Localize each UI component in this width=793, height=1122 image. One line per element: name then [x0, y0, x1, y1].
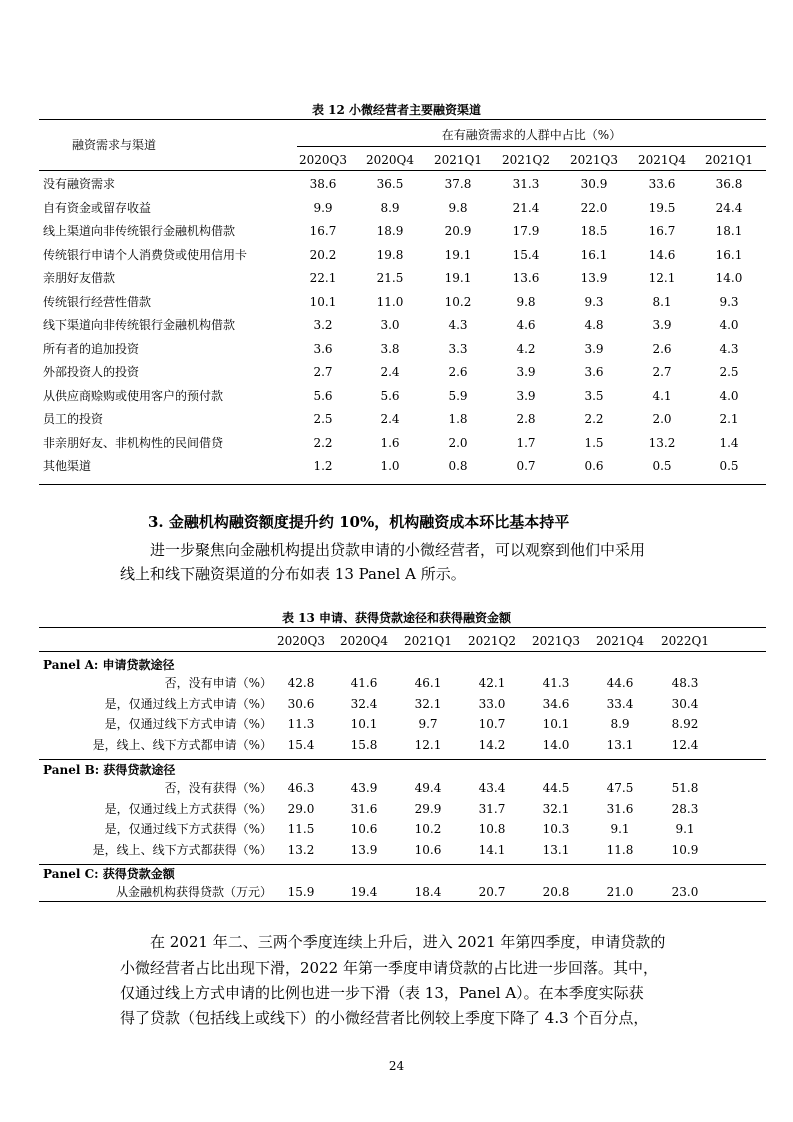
table-13-cell: 15.9 [287, 885, 315, 899]
table-12-row-label: 所有者的追加投资 [43, 341, 140, 356]
table-12-cell: 22.1 [309, 271, 337, 285]
table-12-row-label: 线下渠道向非传统银行金融机构借款 [43, 318, 236, 332]
table-12-cell: 9.8 [516, 294, 536, 309]
table-13-cell: 32.1 [542, 801, 570, 816]
table-12-cell: 20.2 [309, 247, 337, 262]
table-12-cell: 0.7 [516, 459, 536, 473]
table-12-cell: 3.9 [516, 365, 536, 379]
table-12-cell: 3.9 [584, 341, 604, 356]
table-12-cell: 2.5 [719, 365, 739, 379]
table-13-cell: 31.6 [350, 801, 378, 816]
table-12-cell: 21.4 [512, 200, 540, 215]
table-12-cell: 19.8 [376, 247, 404, 262]
table-12-cell: 2.2 [584, 412, 604, 426]
table-12-cell: 2.4 [380, 412, 400, 426]
table-13-cell: 13.1 [606, 737, 634, 752]
table-12-cell: 4.3 [719, 341, 739, 356]
table-12-cell: 10.2 [444, 294, 472, 309]
table-13-cell: 29.0 [287, 801, 315, 816]
table-13-cell: 23.0 [671, 885, 699, 899]
table-13-column-header: 2021Q2 [467, 634, 516, 648]
table-12-cell: 13.2 [648, 435, 676, 450]
table-13-column-header: 2020Q3 [276, 634, 325, 648]
table-12-cell: 38.6 [309, 177, 337, 191]
page-number: 24 [388, 1059, 405, 1073]
table-12-row-label: 亲朋好友借款 [43, 271, 116, 285]
table-13-cell: 10.6 [414, 842, 442, 857]
table-13-cell: 10.2 [414, 822, 442, 836]
table-12-cell: 21.5 [376, 271, 404, 285]
table-12-header-rule [39, 170, 766, 171]
table-12-row-label: 没有融资需求 [43, 177, 116, 191]
table-12-cell: 2.0 [652, 412, 672, 426]
table-13-cell: 11.3 [287, 717, 315, 731]
table-13-panel-title: Panel C: 获得贷款金额 [43, 867, 175, 881]
table-13-cell: 14.1 [478, 842, 506, 857]
table-12-column-header: 2021Q2 [501, 153, 550, 167]
table-12-cell: 16.7 [648, 224, 676, 238]
table-13-cell: 34.6 [542, 696, 570, 711]
table-12-cell: 4.0 [719, 318, 739, 332]
table-13-cell: 19.4 [350, 885, 378, 899]
table-13-row-label: 否，没有申请（%） [164, 676, 272, 690]
table-13-cell: 9.7 [418, 717, 438, 731]
table-13-column-header: 2021Q3 [531, 634, 580, 648]
table-12-cell: 4.1 [652, 388, 672, 403]
table-12-cell: 3.2 [313, 318, 333, 332]
table-12-cell: 16.1 [715, 247, 743, 262]
table-13-cell: 15.8 [350, 737, 378, 752]
table-13-cell: 28.3 [671, 801, 699, 816]
table-12-cell: 14.6 [648, 247, 676, 262]
table-12-cell: 15.4 [512, 247, 540, 262]
table-12-cell: 18.1 [715, 224, 743, 238]
table-13-cell: 33.0 [478, 696, 506, 711]
paragraph-line-4: 得了贷款（包括线上或线下）的小微经营者比例较上季度下降了 4.3 个百分点， [120, 1009, 649, 1027]
table-13-cell: 8.9 [610, 717, 630, 731]
table-12-column-header: 2021Q3 [569, 153, 618, 167]
table-13-row-label: 是，线上、线下方式都申请（%） [92, 737, 272, 752]
table-12-cell: 3.5 [584, 388, 604, 403]
table-12-cell: 4.8 [584, 318, 604, 332]
table-13-cell: 43.9 [350, 781, 378, 795]
table-13-cell: 41.6 [350, 676, 378, 690]
table-13-row-label: 是，仅通过线下方式申请（%） [104, 717, 272, 731]
table-12-cell: 19.5 [648, 200, 676, 215]
table-13-row-label: 是，仅通过线上方式获得（%） [104, 801, 272, 816]
table-13-cell: 11.5 [287, 822, 315, 836]
table-13-cell: 42.8 [287, 676, 315, 690]
table-13-cell: 9.1 [610, 822, 630, 836]
table-13-cell: 10.8 [478, 822, 506, 836]
table-13-title: 表 13 申请、获得贷款途径和获得融资金额 [281, 611, 512, 625]
table-12-cell: 0.5 [652, 459, 672, 473]
table-13-cell: 18.4 [414, 885, 442, 899]
table-13-cell: 10.6 [350, 822, 378, 836]
table-13-column-header: 2020Q4 [339, 634, 388, 648]
table-13-row-label: 是，仅通过线下方式获得（%） [104, 822, 272, 836]
table-13-cell: 20.7 [478, 885, 506, 899]
table-12-cell: 3.6 [313, 341, 333, 356]
table-12-cell: 9.9 [313, 200, 333, 215]
table-13-cell: 11.8 [606, 842, 634, 857]
table-12-cell: 13.6 [512, 271, 540, 285]
table-13-cell: 14.2 [478, 737, 506, 752]
table-12-row-label: 其他渠道 [43, 459, 92, 473]
table-13-panel-title: Panel A: 申请贷款途径 [43, 658, 175, 672]
table-12-cell: 0.6 [584, 459, 604, 473]
table-12-cell: 5.6 [313, 388, 333, 403]
table-12-cell: 3.8 [380, 341, 400, 356]
table-13-cell: 32.1 [414, 696, 442, 711]
section-3-line-1: 进一步聚焦向金融机构提出贷款申请的小微经营者，可以观察到他们中采用 [150, 541, 646, 559]
table-12-cell: 36.8 [715, 177, 743, 191]
table-13-cell: 31.6 [606, 801, 634, 816]
table-12-cell: 1.7 [516, 435, 536, 450]
paragraph-line-3: 仅通过线上方式申请的比例也进一步下滑（表 13，Panel A）。在本季度实际获 [120, 984, 644, 1002]
table-12-group-header: 在有融资需求的人群中占比（%） [441, 128, 622, 142]
table-13-cell: 9.1 [675, 822, 695, 836]
table-13-cell: 20.8 [542, 885, 570, 899]
table-13-cell: 32.4 [350, 696, 378, 711]
table-13-top-rule [39, 627, 766, 628]
table-12-cell: 2.7 [652, 365, 672, 379]
table-12-cell: 36.5 [376, 177, 404, 191]
table-13-row-label: 是，仅通过线上方式申请（%） [104, 696, 272, 711]
table-12-cell: 2.6 [652, 341, 672, 356]
table-12-cell: 1.5 [584, 435, 604, 450]
table-13-cell: 31.7 [478, 801, 506, 816]
table-13-cell: 30.4 [671, 696, 699, 711]
table-12-cell: 2.7 [313, 365, 333, 379]
table-13-cell: 49.4 [414, 781, 442, 795]
table-12-title: 表 12 小微经营者主要融资渠道 [311, 103, 482, 117]
table-12-row-label: 从供应商赊购或使用客户的预付款 [43, 388, 224, 403]
table-12-top-rule [39, 119, 766, 120]
table-13-column-header: 2021Q1 [403, 634, 452, 648]
table-12-cell: 13.9 [580, 271, 608, 285]
table-12-cell: 24.4 [715, 200, 743, 215]
table-13-cell: 10.1 [542, 717, 570, 731]
table-13-header-rule [39, 651, 766, 652]
table-12-cell: 1.2 [313, 459, 333, 473]
table-12-cell: 1.6 [380, 435, 400, 450]
table-12-cell: 4.2 [516, 341, 536, 356]
table-13-cell: 10.1 [350, 717, 378, 731]
table-13-cell: 8.92 [671, 717, 699, 731]
table-13-bottom-rule [39, 901, 766, 902]
table-13-panel-rule [39, 759, 766, 760]
table-12-row-label: 自有资金或留存收益 [43, 200, 152, 215]
table-12-cell: 12.1 [648, 271, 676, 285]
table-12-cell: 17.9 [512, 224, 540, 238]
table-12-cell: 16.1 [580, 247, 608, 262]
table-13-panel-title: Panel B: 获得贷款途径 [43, 763, 176, 777]
table-12-cell: 2.0 [448, 435, 468, 450]
table-12-cell: 11.0 [376, 294, 404, 309]
table-13-cell: 43.4 [478, 781, 506, 795]
table-12-cell: 2.6 [448, 365, 468, 379]
table-12-cell: 2.8 [516, 412, 536, 426]
table-12-cell: 22.0 [580, 200, 608, 215]
table-13-cell: 13.9 [350, 842, 378, 857]
table-12-column-header: 2020Q3 [298, 153, 347, 167]
table-12-cell: 19.1 [444, 271, 472, 285]
table-12-row-label: 非亲朋好友、非机构性的民间借贷 [43, 435, 224, 450]
table-13-cell: 10.3 [542, 822, 570, 836]
table-12-cell: 2.4 [380, 365, 400, 379]
table-13-cell: 12.4 [671, 737, 699, 752]
table-13-cell: 13.2 [287, 842, 315, 857]
table-13-row-label: 是，线上、线下方式都获得（%） [92, 842, 272, 857]
section-3-heading: 3. 金融机构融资额度提升约 10%，机构融资成本环比基本持平 [148, 513, 570, 531]
table-12-cell: 2.5 [313, 412, 333, 426]
table-13-cell: 51.8 [671, 781, 699, 795]
table-12-cell: 0.5 [719, 459, 739, 473]
table-13-cell: 41.3 [542, 676, 570, 690]
table-12-cell: 4.3 [448, 318, 468, 332]
table-12-cell: 9.8 [448, 200, 468, 215]
table-12-cell: 0.8 [448, 459, 468, 473]
table-12-cell: 3.9 [652, 318, 672, 332]
table-13-row-label: 从金融机构获得贷款（万元） [115, 885, 272, 899]
table-13-cell: 14.0 [542, 737, 570, 752]
table-13-cell: 44.6 [606, 676, 634, 690]
table-13-cell: 13.1 [542, 842, 570, 857]
table-12-cell: 10.1 [309, 294, 337, 309]
table-13-cell: 10.9 [671, 842, 699, 857]
table-12-cell: 19.1 [444, 247, 472, 262]
table-13-cell: 21.0 [606, 885, 634, 899]
table-12-cell: 5.9 [448, 388, 468, 403]
table-13-cell: 15.4 [287, 737, 315, 752]
table-12-cell: 9.3 [719, 294, 739, 309]
table-13-cell: 42.1 [478, 676, 506, 690]
table-12-column-header: 2021Q4 [637, 153, 686, 167]
table-12-cell: 4.6 [516, 318, 536, 332]
table-13-column-header: 2022Q1 [660, 634, 709, 648]
table-12-cell: 8.1 [652, 294, 672, 309]
table-13-column-header: 2021Q4 [595, 634, 644, 648]
table-13-cell: 10.7 [478, 717, 506, 731]
table-12-cell: 5.6 [380, 388, 400, 403]
table-12-column-header: 2020Q4 [365, 153, 414, 167]
table-12-cell: 1.8 [448, 412, 468, 426]
table-13-cell: 46.1 [414, 676, 442, 690]
table-13-cell: 30.6 [287, 696, 315, 711]
table-13-cell: 44.5 [542, 781, 570, 795]
table-12-cell: 18.5 [580, 224, 608, 238]
table-12-row-label: 员工的投资 [43, 412, 104, 426]
table-13-cell: 29.9 [414, 801, 442, 816]
table-13-row-label: 否，没有获得（%） [164, 781, 272, 795]
table-12-cell: 20.9 [444, 224, 472, 238]
section-3-line-2: 线上和线下融资渠道的分布如表 13 Panel A 所示。 [120, 565, 466, 583]
table-12-column-header: 2021Q1 [704, 153, 753, 167]
table-12-cell: 1.4 [719, 435, 739, 450]
table-12-cell: 33.6 [648, 177, 676, 191]
table-12-column-header: 2021Q1 [433, 153, 482, 167]
paragraph-line-1: 在 2021 年二、三两个季度连续上升后，进入 2021 年第四季度，申请贷款的 [150, 933, 666, 951]
table-12-cell: 3.6 [584, 365, 604, 379]
table-13-cell: 47.5 [606, 781, 634, 795]
table-12-cell: 2.2 [313, 435, 333, 450]
table-12-cell: 37.8 [444, 177, 472, 191]
table-12-cell: 3.3 [448, 341, 468, 356]
table-12-row-label: 传统银行申请个人消费贷或使用信用卡 [43, 247, 248, 262]
table-12-cell: 9.3 [584, 294, 604, 309]
paragraph-line-2: 小微经营者占比出现下滑，2022 年第一季度申请贷款的占比进一步回落。其中， [120, 959, 658, 977]
table-13-cell: 46.3 [287, 781, 315, 795]
table-12-row-label: 外部投资人的投资 [43, 365, 140, 379]
table-12-cell: 2.1 [719, 412, 739, 426]
table-13-cell: 48.3 [671, 676, 699, 690]
table-12-cell: 16.7 [309, 224, 337, 238]
table-12-row-label: 线上渠道向非传统银行金融机构借款 [43, 224, 236, 238]
table-12-row-label: 传统银行经营性借款 [43, 294, 152, 309]
table-12-row-header: 融资需求与渠道 [72, 138, 157, 152]
table-13-cell: 33.4 [606, 696, 634, 711]
table-12-cell: 3.9 [516, 388, 536, 403]
table-12-cell: 18.9 [376, 224, 404, 238]
table-12-cell: 14.0 [715, 271, 743, 285]
table-12-cell: 4.0 [719, 388, 739, 403]
table-12-cell: 8.9 [380, 200, 400, 215]
table-12-bottom-rule [39, 484, 766, 485]
table-12-group-rule [297, 146, 766, 147]
table-13-cell: 12.1 [414, 737, 442, 752]
table-12-cell: 31.3 [512, 177, 540, 191]
table-12-cell: 30.9 [580, 177, 608, 191]
table-12-cell: 1.0 [380, 459, 400, 473]
table-12-cell: 3.0 [380, 318, 400, 332]
